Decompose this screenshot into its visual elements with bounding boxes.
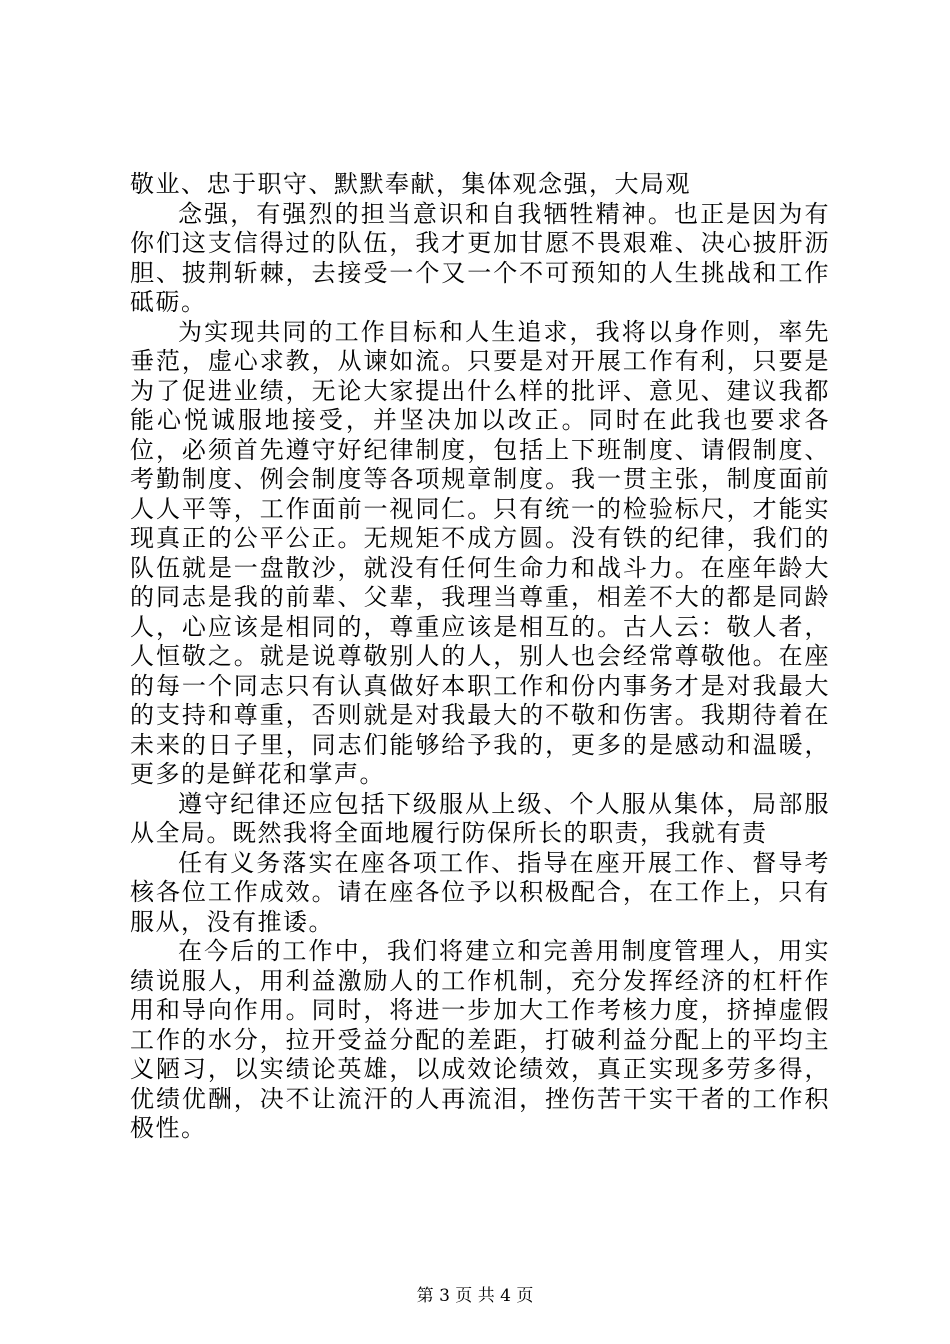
paragraph-2: 念强，有强烈的担当意识和自我牺牲精神。也正是因为有你们这支信得过的队伍，我才更加甘愿不畏艰难、决心披肝沥胆、披荆斩棘，去接受一个又一个不可预知的人生挑战和工作砥砺。 — [130, 199, 830, 316]
paragraph-4: 遵守纪律还应包括下级服从上级、个人服从集体，局部服从全局。既然我将全面地履行防保所长的职责，我就有责 — [130, 789, 830, 847]
paragraph-3: 为实现共同的工作目标和人生追求，我将以身作则，率先垂范，虚心求教，从谏如流。只要是对开展工作有利，只要是为了促进业绩，无论大家提出什么样的批评、意见、建议我都能心悦诚服地接受，并坚决加以改正。同时在此我也要求各位，必须首先遵守好纪律制度，包括上下班制度、请假制度、考勤制度、例会制度等各项规章制度。我一贯主张，制度面前人人平等，工作面前一视同仁。只有统一的检验标尺，才能实现真正的公平公正。无规矩不成方圆。没有铁的纪律，我们的队伍就是一盘散沙，就没有任何生命力和战斗力。在座年龄大的同志是我的前辈、父辈，我理当尊重，相差不大的都是同龄人，心应该是相同的，尊重应该是相互的。古人云：敬人者，人恒敬之。就是说尊敬别人的人，别人也会经常尊敬他。在座的每一个同志只有认真做好本职工作和份内事务才是对我最大的支持和尊重，否则就是对我最大的不敬和伤害。我期待着在未来的日子里，同志们能够给予我的，更多的是感动和温暖，更多的是鲜花和掌声。 — [130, 317, 830, 788]
paragraph-6: 在今后的工作中，我们将建立和完善用制度管理人，用实绩说服人，用利益激励人的工作机制，充分发挥经济的杠杆作用和导向作用。同时，将进一步加大工作考核力度，挤掉虚假工作的水分，拉开受益分配的差距，打破利益分配上的平均主义陋习，以实绩论英雄，以成效论绩效，真正实现多劳多得，优绩优酬，决不让流汗的人再流泪，挫伤苦干实干者的工作积极性。 — [130, 937, 830, 1142]
paragraph-1: 敬业、忠于职守、默默奉献，集体观念强，大局观 — [130, 170, 691, 198]
paragraph-5: 任有义务落实在座各项工作、指导在座开展工作、督导考核各位工作成效。请在座各位予以积极配合，在工作上，只有服从，没有推诿。 — [130, 848, 830, 936]
page-number-footer: 第 3 页 共 4 页 — [416, 1286, 534, 1306]
document-body — [130, 170, 830, 1144]
